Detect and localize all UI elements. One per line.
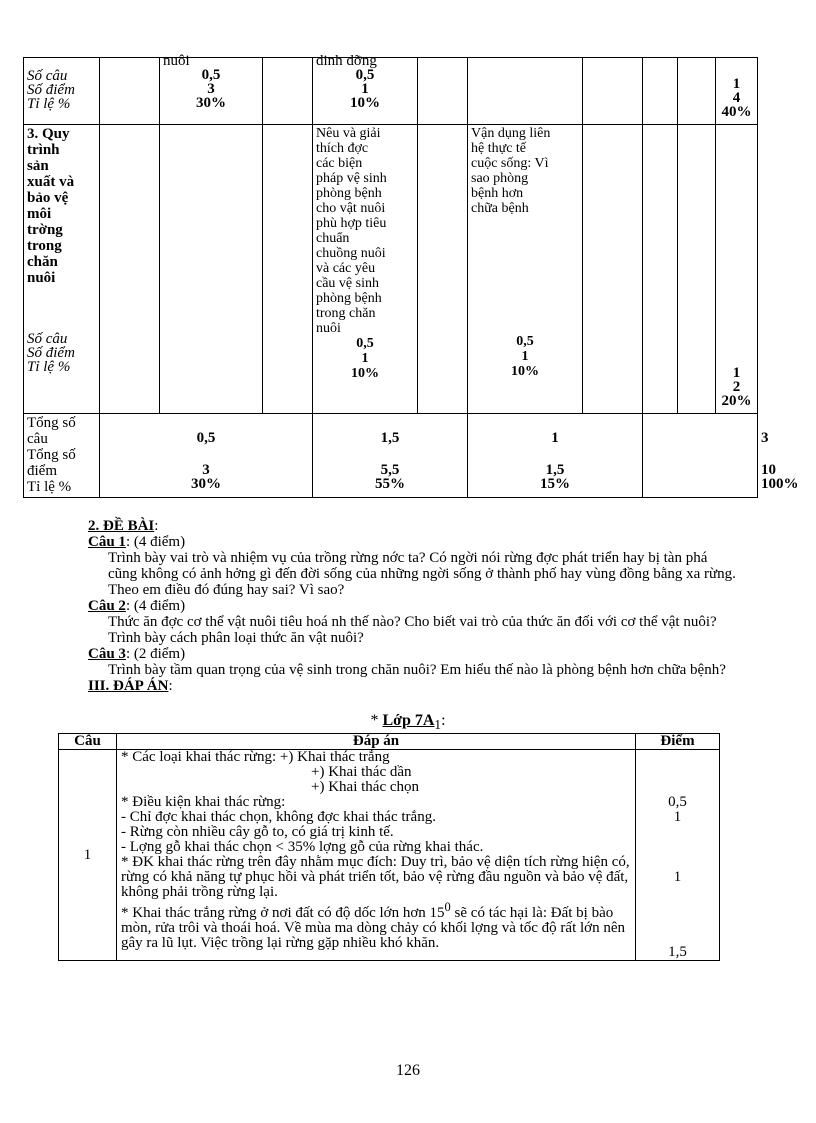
table-row: Tổng số câu Tổng số điểm Tỉ lệ % 0,5 3 30% 1,5 5,5 55% 1 1,5 15% 3 10 100% [24,414,758,498]
question-2-text: Thức ăn đợc cơ thể vật nuôi tiêu hoá nh thế nào? Cho biết vai trò của thức ăn đối với cơ thể vật nuôi? Trình bày cách phân loại thức ăn vật nuôi? [108,614,717,646]
total-cell: 1 2 20% [716,125,758,414]
total-van-dung: 1 1,5 15% [468,414,643,498]
nhan-biet-cell: nuôi 0,5 3 30% [160,58,263,125]
total-cell: 1 4 40% [716,58,758,125]
question-number: 1 [59,750,117,961]
question-2-header: Câu 2: (4 điểm) [88,598,186,614]
totals-labels: Tổng số câu Tổng số điểm Tỉ lệ % [24,414,100,498]
answer-content: * Các loại khai thác rừng: +) Khai thác trắng +) Khai thác dần +) Khai thác chọn * Điều kiện khai thác rừng: - Chỉ đợc khai thác chọn, không đợc khai thác trắng. - Rừng còn nhiều cây gỗ to, có giá trị kinh tế. - Lợng gỗ khai thác chọn < 35% lợng gỗ của rừng khai thác. * ĐK khai thác rừng trên đây nhằm mục đích: Duy trì, bảo vệ diện tích rừng hiện có, rừng có khả năng tự phục hồi và phát triển tốt, bảo vệ rừng đầu nguồn và bảo vệ đất, không phải trồng rừng lại. * Khai thác trắng rừng ở nơi đất có độ dốc lớn hơn $15^0$ sẽ có tác hại là: Đất bị bào mòn, rửa trôi và thoái hoá. Về mùa ma dòng chảy có khối lợng và tốc độ rất lớn nên gây ra lũ lụt. Việc trồng lại rừng gặp nhiều khó khăn. [117,750,636,961]
thong-hieu-cell: Nêu và giải thích đợc các biện pháp vệ sinh phòng bệnh cho vật nuôi phù hợp tiêu chuẩn chuồng nuôi và các yêu cầu vệ sinh phòng bệnh trong chăn nuôi 0,5 1 10% [313,125,418,414]
answer-heading: III. ĐÁP ÁN: [88,678,173,694]
table-header-row: Câu Đáp án Điểm [59,734,720,750]
van-dung-cell: Vận dụng liên hệ thực tế cuộc sống: Vì sao phòng bệnh hơn chữa bệnh 0,5 1 10% [468,125,583,414]
table-row [24,125,758,414]
question-1-text: Trình bày vai trò và nhiệm vụ của trồng rừng nớc ta? Có ngời nói rừng đợc phát triển hay bị tàn phá cũng không có ảnh hởng gì đến đời sống của những ngời sống ở thành phố hay vùng đồng bằng xa rừng. Theo em điều đó đúng hay sai? Vì sao? [108,550,736,598]
test-matrix-table [23,53,799,498]
question-1-header: Câu 1: (4 điểm) [88,534,186,550]
class-title: * Lớp $7A_1$: [370,712,446,733]
total-thong-hieu: 1,5 5,5 55% [313,414,468,498]
page-number: 126 [396,1062,420,1079]
row-labels: Số câu Số điểm Tỉ lệ % [24,58,100,125]
question-3-text: Trình bày tầm quan trọng của vệ sinh trong chăn nuôi? Em hiểu thế nào là phòng bệnh hơn chữa bệnh? [108,662,726,678]
table-row [24,58,758,125]
table-row [59,750,720,961]
exam-heading: 2. ĐỀ BÀI: [88,518,159,534]
topic-cell: 3. Quy trình sản xuất và bảo vệ môi trờng trong chăn nuôi Số câu Số điểm Tỉ lệ % [24,125,100,414]
answer-table [58,733,720,961]
total-nhan-biet: 0,5 3 30% [100,414,313,498]
answer-line-slope: * Khai thác trắng rừng ở nơi đất có độ dốc lớn hơn $15^0$ sẽ có tác hại là: Đất bị bào mòn, rửa trôi và thoái hoá. Về mùa ma dòng chảy có khối lợng và tốc độ rất lớn nên gây ra lũ lụt. Việc trồng lại rừng gặp nhiều khó khăn. [121,900,626,951]
question-3-header: Câu 3: (2 điểm) [88,646,186,662]
points-column: 0,5 1 1 1,5 [636,750,720,961]
exam-section [88,518,738,694]
thong-hieu-cell: dinh dỡng 0,5 1 10% [313,58,418,125]
